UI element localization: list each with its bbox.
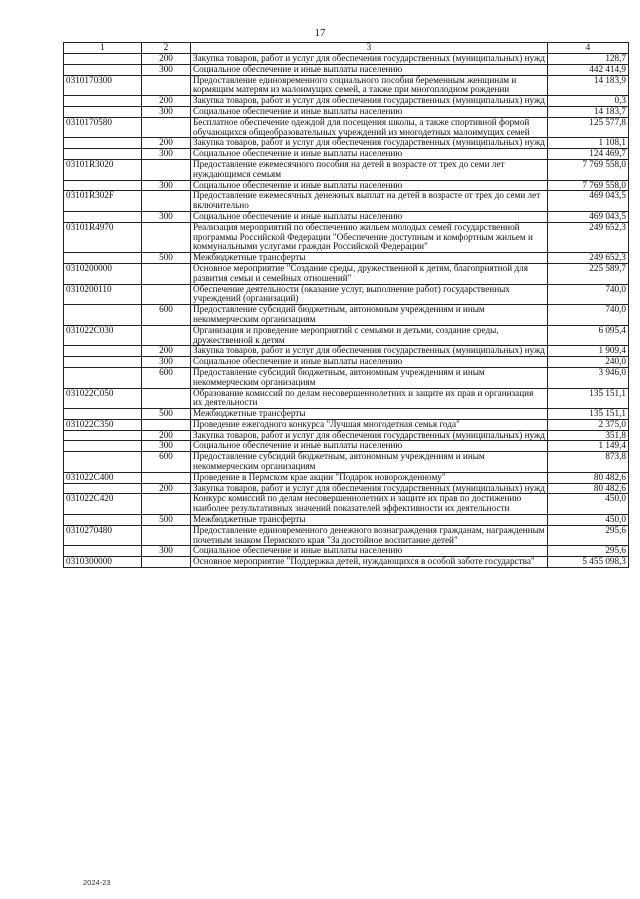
- row-description: Социальное обеспечение и иные выплаты населению: [191, 441, 548, 452]
- budget-table-body: [64, 43, 629, 568]
- table-row: [64, 222, 629, 252]
- row-code: [64, 409, 142, 420]
- table-row: [64, 149, 629, 160]
- row-expense-type: [142, 284, 191, 305]
- row-description: Обеспечение деятельности (оказание услуг, выполнение работ) государственных учреждений (организаций): [191, 284, 548, 305]
- row-code: [64, 305, 142, 326]
- table-row: [64, 54, 629, 65]
- row-code: [64, 452, 142, 473]
- table-row: [64, 483, 629, 494]
- row-description: Предоставление субсидий бюджетным, автономным учреждениям и иным некоммерческим организациям: [191, 367, 548, 388]
- table-row: [64, 441, 629, 452]
- row-amount: 873,8: [548, 452, 629, 473]
- table-row: [64, 557, 629, 568]
- row-amount: 80 482,6: [548, 472, 629, 483]
- row-amount: 295,6: [548, 525, 629, 546]
- table-row: [64, 263, 629, 284]
- table-row: [64, 494, 629, 515]
- row-amount: 14 183,9: [548, 75, 629, 96]
- row-amount: 7 769 558,0: [548, 180, 629, 191]
- row-description: Закупка товаров, работ и услуг для обеспечения государственных (муниципальных) нужд: [191, 138, 548, 149]
- row-amount: 1 108,1: [548, 138, 629, 149]
- table-row: [64, 346, 629, 357]
- row-code: 031022С030: [64, 325, 142, 346]
- row-description: Социальное обеспечение и иные выплаты населению: [191, 357, 548, 368]
- row-expense-type: 600: [142, 367, 191, 388]
- row-expense-type: 200: [142, 138, 191, 149]
- row-code: 03101R302F: [64, 191, 142, 212]
- row-expense-type: [142, 325, 191, 346]
- row-code: 0310200110: [64, 284, 142, 305]
- row-code: 031022С050: [64, 388, 142, 409]
- row-expense-type: 200: [142, 54, 191, 65]
- row-description: Проведение ежегодного конкурса "Лучшая многодетная семья года": [191, 419, 548, 430]
- row-code: [64, 430, 142, 441]
- header-col-type: 2: [142, 43, 191, 54]
- row-code: [64, 253, 142, 264]
- row-expense-type: 200: [142, 483, 191, 494]
- row-amount: 0,3: [548, 96, 629, 107]
- row-expense-type: [142, 75, 191, 96]
- row-amount: 14 183,7: [548, 106, 629, 117]
- row-expense-type: [142, 388, 191, 409]
- row-code: 031022С400: [64, 472, 142, 483]
- row-expense-type: 200: [142, 96, 191, 107]
- row-amount: 469 043,5: [548, 191, 629, 212]
- row-expense-type: 500: [142, 515, 191, 526]
- table-row: [64, 96, 629, 107]
- table-row: [64, 515, 629, 526]
- row-code: 0310170580: [64, 117, 142, 138]
- row-description: Социальное обеспечение и иные выплаты населению: [191, 180, 548, 191]
- row-expense-type: [142, 159, 191, 180]
- table-row: [64, 388, 629, 409]
- row-amount: 249 652,3: [548, 253, 629, 264]
- row-expense-type: 300: [142, 441, 191, 452]
- row-description: Предоставление ежемесячных денежных выплат на детей в возрасте от трех до семи лет включительно: [191, 191, 548, 212]
- table-row: [64, 546, 629, 557]
- header-col-name: 3: [191, 43, 548, 54]
- row-description: Бесплатное обеспечение одеждой для посещения школы, а также спортивной формой обучающихся общеобразовательных учреждений из многодетных малоимущих семей: [191, 117, 548, 138]
- row-code: [64, 357, 142, 368]
- row-description: Межбюджетные трансферты: [191, 409, 548, 420]
- row-description: Предоставление ежемесячного пособия на детей в возрасте от трех до семи лет нуждающимся семьям: [191, 159, 548, 180]
- row-code: [64, 367, 142, 388]
- row-code: [64, 64, 142, 75]
- row-code: [64, 106, 142, 117]
- row-expense-type: 500: [142, 409, 191, 420]
- table-row: [64, 191, 629, 212]
- table-row: [64, 180, 629, 191]
- row-code: [64, 441, 142, 452]
- row-expense-type: 600: [142, 305, 191, 326]
- row-amount: 3 946,0: [548, 367, 629, 388]
- row-code: [64, 54, 142, 65]
- row-amount: 442 414,9: [548, 64, 629, 75]
- table-row: [64, 253, 629, 264]
- row-description: Образование комиссий по делам несовершеннолетних и защите их прав и организация их деятельности: [191, 388, 548, 409]
- row-description: Предоставление субсидий бюджетным, автономным учреждениям и иным некоммерческим организациям: [191, 452, 548, 473]
- row-description: Основное мероприятие "Создание среды, дружественной к детям, благоприятной для развития семьи и семейных отношений": [191, 263, 548, 284]
- row-expense-type: [142, 494, 191, 515]
- row-amount: 225 589,7: [548, 263, 629, 284]
- row-expense-type: [142, 525, 191, 546]
- table-row: [64, 325, 629, 346]
- row-description: Закупка товаров, работ и услуг для обеспечения государственных (муниципальных) нужд: [191, 483, 548, 494]
- row-description: Социальное обеспечение и иные выплаты населению: [191, 149, 548, 160]
- row-code: [64, 483, 142, 494]
- row-amount: 240,0: [548, 357, 629, 368]
- row-expense-type: [142, 117, 191, 138]
- row-code: 0310300000: [64, 557, 142, 568]
- row-description: Предоставление единовременного денежного вознаграждения гражданам, награжденным почетным знаком Пермского края "За достойное воспитание детей": [191, 525, 548, 546]
- row-description: Предоставление единовременного социального пособия беременным женщинам и кормящим матерям из малоимущих семей, а также при многоплодном рождении: [191, 75, 548, 96]
- row-expense-type: 300: [142, 149, 191, 160]
- row-description: Основное мероприятие "Поддержка детей, нуждающихся в особой заботе государства": [191, 557, 548, 568]
- row-description: Закупка товаров, работ и услуг для обеспечения государственных (муниципальных) нужд: [191, 430, 548, 441]
- row-amount: 2 375,0: [548, 419, 629, 430]
- row-amount: 450,0: [548, 494, 629, 515]
- row-expense-type: [142, 222, 191, 252]
- row-code: [64, 211, 142, 222]
- row-code: 03101R4970: [64, 222, 142, 252]
- table-header-row: [64, 43, 629, 54]
- row-expense-type: 300: [142, 180, 191, 191]
- header-col-code: 1: [64, 43, 142, 54]
- row-amount: 469 043,5: [548, 211, 629, 222]
- row-description: Межбюджетные трансферты: [191, 253, 548, 264]
- row-description: Социальное обеспечение и иные выплаты населению: [191, 546, 548, 557]
- page-number: 17: [314, 27, 326, 39]
- row-description: Социальное обеспечение и иные выплаты населению: [191, 211, 548, 222]
- row-amount: 1 909,4: [548, 346, 629, 357]
- row-amount: 135 151,1: [548, 388, 629, 409]
- table-row: [64, 64, 629, 75]
- row-description: Организация и проведение мероприятий с семьями и детьми, создание среды, дружественной к детям: [191, 325, 548, 346]
- row-code: [64, 180, 142, 191]
- row-code: 03101R3020: [64, 159, 142, 180]
- row-code: 031022С420: [64, 494, 142, 515]
- table-row: [64, 211, 629, 222]
- row-description: Межбюджетные трансферты: [191, 515, 548, 526]
- row-expense-type: 300: [142, 211, 191, 222]
- row-expense-type: 500: [142, 253, 191, 264]
- row-description: Закупка товаров, работ и услуг для обеспечения государственных (муниципальных) нужд: [191, 54, 548, 65]
- row-amount: 135 151,1: [548, 409, 629, 420]
- row-amount: 124 469,7: [548, 149, 629, 160]
- table-row: [64, 409, 629, 420]
- row-description: Проведение в Пермском крае акции "Подарок новорожденному": [191, 472, 548, 483]
- row-amount: 1 149,4: [548, 441, 629, 452]
- row-code: [64, 546, 142, 557]
- row-amount: 125 577,8: [548, 117, 629, 138]
- row-expense-type: [142, 191, 191, 212]
- row-code: [64, 346, 142, 357]
- row-amount: 128,7: [548, 54, 629, 65]
- row-code: [64, 515, 142, 526]
- row-description: Социальное обеспечение и иные выплаты населению: [191, 106, 548, 117]
- row-description: Предоставление субсидий бюджетным, автономным учреждениям и иным некоммерческим организациям: [191, 305, 548, 326]
- table-row: [64, 305, 629, 326]
- row-expense-type: 200: [142, 346, 191, 357]
- row-expense-type: [142, 472, 191, 483]
- table-row: [64, 367, 629, 388]
- row-amount: 351,8: [548, 430, 629, 441]
- table-row: [64, 452, 629, 473]
- table-row: [64, 75, 629, 96]
- table-row: [64, 430, 629, 441]
- row-amount: 7 769 558,0: [548, 159, 629, 180]
- row-expense-type: 300: [142, 64, 191, 75]
- table-row: [64, 138, 629, 149]
- row-expense-type: 300: [142, 546, 191, 557]
- table-row: [64, 419, 629, 430]
- table-row: [64, 525, 629, 546]
- table-row: [64, 357, 629, 368]
- row-amount: 450,0: [548, 515, 629, 526]
- row-expense-type: [142, 263, 191, 284]
- row-description: Закупка товаров, работ и услуг для обеспечения государственных (муниципальных) нужд: [191, 96, 548, 107]
- row-code: 0310170300: [64, 75, 142, 96]
- row-amount: 5 455 098,3: [548, 557, 629, 568]
- row-expense-type: 200: [142, 430, 191, 441]
- header-col-amount: 4: [548, 43, 629, 54]
- row-description: Реализация мероприятий по обеспечению жильем молодых семей государственной программы Российской Федерации "Обеспечение доступным и комфортным жильем и коммунальными услугами граждан Российской Федерации": [191, 222, 548, 252]
- row-description: Конкурс комиссий по делам несовершеннолетних и защите их прав по достижению наиболее результативных значений показателей эффективности их деятельности: [191, 494, 548, 515]
- row-code: [64, 138, 142, 149]
- row-amount: 80 482,6: [548, 483, 629, 494]
- row-amount: 740,0: [548, 305, 629, 326]
- row-code: 031022С350: [64, 419, 142, 430]
- row-expense-type: 300: [142, 106, 191, 117]
- row-code: 0310270480: [64, 525, 142, 546]
- footer-code: 2024-23: [83, 878, 111, 887]
- row-code: [64, 96, 142, 107]
- row-expense-type: 300: [142, 357, 191, 368]
- row-expense-type: [142, 419, 191, 430]
- budget-table: [63, 42, 629, 568]
- table-row: [64, 106, 629, 117]
- row-code: 0310200000: [64, 263, 142, 284]
- table-row: [64, 117, 629, 138]
- row-expense-type: [142, 557, 191, 568]
- table-row: [64, 159, 629, 180]
- row-amount: 295,6: [548, 546, 629, 557]
- row-amount: 6 095,4: [548, 325, 629, 346]
- table-row: [64, 284, 629, 305]
- row-amount: 740,0: [548, 284, 629, 305]
- row-expense-type: 600: [142, 452, 191, 473]
- table-row: [64, 472, 629, 483]
- row-code: [64, 149, 142, 160]
- row-description: Закупка товаров, работ и услуг для обеспечения государственных (муниципальных) нужд: [191, 346, 548, 357]
- row-description: Социальное обеспечение и иные выплаты населению: [191, 64, 548, 75]
- row-amount: 249 652,3: [548, 222, 629, 252]
